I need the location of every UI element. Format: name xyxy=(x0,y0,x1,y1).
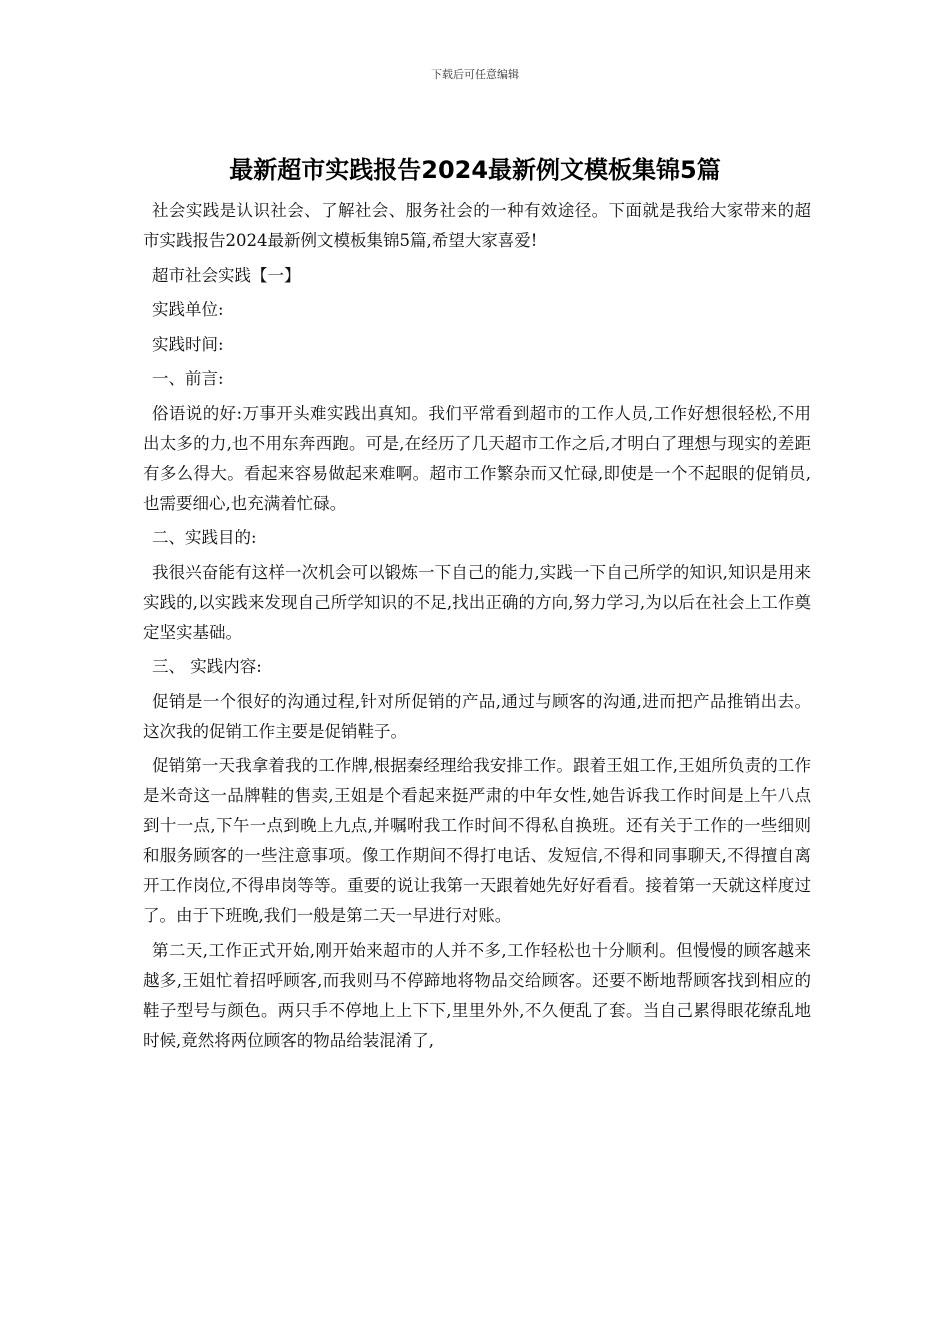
section-heading-purpose: 二、实践目的: xyxy=(152,528,257,547)
section-heading-content: 三、 实践内容: xyxy=(152,657,262,676)
paragraph-preface: 俗语说的好:万事开头难实践出真知。我们平常看到超市的工作人员,工作好想很轻松,不用出太多的力,也不用东奔西跑。可是,在经历了几天超市工作之后,才明白了理想与现实的差距有多么得大。看起来容易做起来难啊。超市工作繁杂而又忙碌,即使是一个不起眼的促销员,也需要细心,也充满着忙碌。 xyxy=(143,403,811,513)
document-body xyxy=(143,196,811,1060)
section-heading-preface: 一、前言: xyxy=(152,369,224,388)
header-note: 下载后可任意编辑 xyxy=(431,68,519,81)
section-heading-part-one: 超市社会实践【一】 xyxy=(152,265,301,285)
field-practice-unit: 实践单位: xyxy=(152,300,224,319)
document-title: 最新超市实践报告2024最新例文模板集锦5篇 xyxy=(229,156,721,184)
paragraph-content-2: 促销第一天我拿着我的工作牌,根据秦经理给我安排工作。跟着王姐工作,王姐所负责的工作是米奇这一品牌鞋的售卖,王姐是个看起来挺严肃的中年女性,她告诉我工作时间是上午八点到十一点,下午一点到晚上九点,并嘱咐我工作时间不得私自换班。还有关于工作的一些细则和服务顾客的一些注意事项。像工作期间不得打电话、发短信,不得和同事聊天,不得擅自离开工作岗位,不得串岗等等。重要的说让我第一天跟着她先好好看看。接着第一天就这样度过了。由于下班晚,我们一般是第二天一早进行对账。 xyxy=(143,756,811,925)
paragraph-intro: 社会实践是认识社会、了解社会、服务社会的一种有效途径。下面就是我给大家带来的超市实践报告2024最新例文模板集锦5篇,希望大家喜爱! xyxy=(143,201,811,250)
paragraph-content-1: 促销是一个很好的沟通过程,针对所促销的产品,通过与顾客的沟通,进而把产品推销出去。这次我的促销工作主要是促销鞋子。 xyxy=(143,691,811,741)
paragraph-content-3: 第二天,工作正式开始,刚开始来超市的人并不多,工作轻松也十分顺利。但慢慢的顾客越来越多,王姐忙着招呼顾客,而我则马不停蹄地将物品交给顾客。还要不断地帮顾客找到相应的鞋子型号与颜色。两只手不停地上上下下,里里外外,不久便乱了套。当自己累得眼花缭乱地时候,竟然将两位顾客的物品给装混淆了, xyxy=(143,940,811,1050)
field-practice-time: 实践时间: xyxy=(152,334,224,354)
paragraph-purpose: 我很兴奋能有这样一次机会可以锻炼一下自己的能力,实践一下自己所学的知识,知识是用来实践的,以实践来发现自己所学知识的不足,找出正确的方向,努力学习,为以后在社会上工作奠定坚实基础。 xyxy=(143,562,811,642)
